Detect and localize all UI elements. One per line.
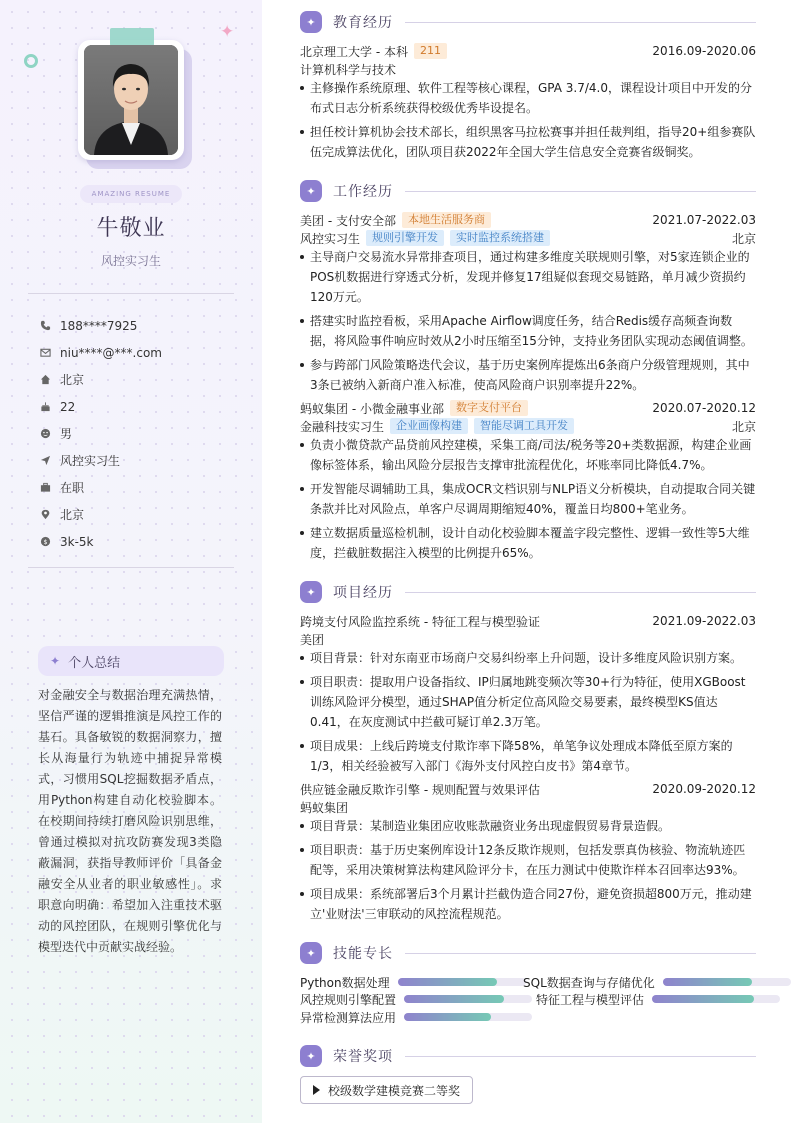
- list-item: 项目背景：某制造业集团应收账款融资业务出现虚假贸易背景造假。: [300, 816, 756, 836]
- job-city: 北京: [731, 419, 756, 434]
- education-date: 2016.09-2020.06: [652, 44, 756, 58]
- info-status: 在职: [40, 474, 240, 501]
- profile-photo: [78, 40, 186, 160]
- list-item: 主修操作系统原理、软件工程等核心课程，GPA 3.7/4.0，课程设计项目中开发的分布式日志分析系统获得校级优秀毕设提名。: [300, 78, 756, 118]
- company-tag: 数字支付平台: [450, 400, 528, 416]
- project-org: 美团: [300, 632, 325, 647]
- svg-text:$: $: [43, 537, 48, 546]
- job-header: [300, 399, 756, 417]
- divider: [28, 293, 234, 294]
- skill-item: Python数据处理: [300, 974, 526, 990]
- skill-item: 异常检测算法应用: [300, 1009, 532, 1025]
- skill-item: 特征工程与模型评估: [536, 991, 780, 1007]
- info-phone: 188****7925: [40, 312, 240, 339]
- candidate-title: 风控实习生: [100, 254, 161, 268]
- skill-bar: [404, 1013, 532, 1021]
- job-role: [300, 417, 756, 435]
- list-item: 主导商户交易流水异常排查项目，通过构建多维度关联规则引擎，对5家连锁企业的POS机数据进行穿透式分析，发现并修复17组疑似套现交易链路，单月减少资损约120万元。: [300, 247, 756, 307]
- info-city: 北京: [40, 366, 240, 393]
- avatar: [84, 45, 178, 155]
- info-email: niu****@***.com: [40, 339, 240, 366]
- project-header: [300, 612, 756, 630]
- summary-header: ✦ 个人总结: [38, 646, 224, 676]
- section-education: ✦ 教育经历: [300, 10, 756, 34]
- info-salary: $ 3k-5k: [40, 528, 240, 555]
- skill-bar: [404, 995, 532, 1003]
- project-date: 2021.09-2022.03: [652, 614, 756, 628]
- send-icon: [40, 455, 60, 466]
- tape-decoration: [110, 28, 154, 46]
- home-icon: [40, 374, 60, 385]
- info-age: 22: [40, 393, 240, 420]
- education-header: [300, 42, 756, 60]
- job-date: 2021.07-2022.03: [652, 213, 756, 227]
- education-bullets: [300, 78, 756, 166]
- info-gender: 男: [40, 420, 240, 447]
- job-header: [300, 211, 756, 229]
- sparkle-icon: ✦: [220, 22, 235, 42]
- list-item: 项目职责：基于历史案例库设计12条反欺诈规则，包括发票真伪核验、物流轨迹匹配等，采用决策树算法构建风险评分卡，在压力测试中使欺诈样本召回率达93%。: [300, 840, 756, 880]
- project-name: 供应链金融反欺诈引擎 - 规则配置与效果评估: [300, 782, 540, 797]
- sparkle-icon: ✦: [300, 581, 322, 603]
- location-icon: [40, 509, 60, 520]
- sparkle-icon: ✦: [300, 942, 322, 964]
- sparkle-icon: ✦: [50, 654, 61, 668]
- email-icon: [40, 347, 60, 358]
- major: 计算机科学与技术: [300, 62, 397, 77]
- list-item: 项目成果：上线后跨境支付欺诈率下降58%，单笔争议处理成本降低至原方案的1/3，相关经验被写入部门《海外支付风控白皮书》第4章节。: [300, 736, 756, 776]
- list-item: 担任校计算机协会技术部长，组织黑客马拉松赛事并担任裁判组，指导20+组参赛队伍完成算法优化，团队项目获2022年全国大学生信息安全竞赛省级铜奖。: [300, 122, 756, 162]
- list-item: 搭建实时监控看板，采用Apache Airflow调度任务，结合Redis缓存高频查询数据，将风险事件响应时效从2小时压缩至15分钟，支持业务团队实现动态阈值调整。: [300, 311, 756, 351]
- company-name: 美团 - 支付安全部: [300, 213, 396, 228]
- role-tag: 规则引擎开发: [366, 230, 444, 246]
- list-item: 项目背景：针对东南亚市场商户交易纠纷率上升问题，设计多维度风险识别方案。: [300, 648, 756, 668]
- skill-bar: [663, 978, 791, 986]
- cake-icon: [40, 401, 60, 412]
- project-date: 2020.09-2020.12: [652, 782, 756, 796]
- section-projects: ✦ 项目经历: [300, 580, 756, 604]
- list-item: 项目职责：提取用户设备指纹、IP归属地跳变频次等30+行为特征，使用XGBoost训练风险评分模型，通过SHAP值分析定位高风险交易要素，最终模型KS值达0.41，在灰度测试中拦截可疑订单2.3万笔。: [300, 672, 756, 732]
- list-item: 负责小微贷款产品贷前风控建模，采集工商/司法/税务等20+类数据源，构建企业画像标签体系，输出风险分层报告支撑审批流程优化，坏账率同比降低4.7%。: [300, 435, 756, 475]
- list-item: 参与跨部门风险策略迭代会议，基于历史案例库提炼出6条商户分级管理规则，其中3条已被纳入新商户准入标准，使高风险商户识别率提升22%。: [300, 355, 756, 395]
- school-name: 北京理工大学 - 本科: [300, 44, 408, 59]
- section-work: ✦ 工作经历: [300, 179, 756, 203]
- section-skills: ✦ 技能专长: [300, 941, 756, 965]
- skill-item: 风控规则引擎配置: [300, 991, 532, 1007]
- sparkle-icon: ✦: [300, 180, 322, 202]
- project-bullets: [300, 648, 756, 780]
- job-role: [300, 229, 756, 247]
- section-awards: ✦ 荣誉奖项: [300, 1044, 756, 1068]
- job-bullets: [300, 435, 756, 567]
- job-city: 北京: [731, 231, 756, 246]
- company-tag: 本地生活服务商: [402, 212, 491, 228]
- role-name: 金融科技实习生: [300, 419, 385, 434]
- skill-bar: [398, 978, 526, 986]
- skill-item: SQL数据查询与存储优化: [523, 974, 791, 990]
- project-bullets: [300, 816, 756, 928]
- job-date: 2020.07-2020.12: [652, 401, 756, 415]
- job-bullets: [300, 247, 756, 399]
- sidebar: [0, 0, 262, 1123]
- resume-badge: AMAZING RESUME: [80, 185, 182, 203]
- sparkle-icon: ✦: [300, 1045, 322, 1067]
- list-item: 开发智能尽调辅助工具，集成OCR文档识别与NLP语义分析模块，自动提取合同关键条款并比对风险点，单客户尽调周期缩短40%，覆盖日均800+笔业务。: [300, 479, 756, 519]
- ring-decoration: [24, 54, 38, 68]
- award-item: 校级数学建模竞赛二等奖: [300, 1076, 473, 1104]
- briefcase-icon: [40, 482, 60, 493]
- role-tag: 实时监控系统搭建: [450, 230, 550, 246]
- contact-info: [40, 312, 240, 555]
- summary-text: 对金融安全与数据治理充满热情，坚信严谨的逻辑推演是风控工作的基石。具备敏锐的数据洞察力，擅长从海量行为轨迹中捕捉异常模式，习惯用SQL挖掘数据矛盾点，用Python构建自动化校验脚本。在校期间持续打磨风险识别思维，曾通过模拟对抗攻防赛发现3类隐蔽漏洞，获指导教师评价「具备金融安全从业者的职业敏感性」。求职意向明确：希望加入注重技术驱动的风控团队，在规则引擎优化与模型迭代中贡献实战经验。: [38, 688, 222, 954]
- project-header: [300, 780, 756, 798]
- list-item: 项目成果：系统部署后3个月累计拦截伪造合同27份，避免资损超800万元，推动建立'业财法'三审联动的风控流程规范。: [300, 884, 756, 924]
- skill-bar: [652, 995, 780, 1003]
- project-name: 跨境支付风险监控系统 - 特征工程与模型验证: [300, 614, 540, 629]
- company-name: 蚂蚁集团 - 小微金融事业部: [300, 401, 444, 416]
- project-org: 蚂蚁集团: [300, 800, 349, 815]
- divider: [28, 567, 234, 568]
- info-location: 北京: [40, 501, 240, 528]
- gender-icon: [40, 428, 60, 439]
- list-item: 建立数据质量巡检机制，设计自动化校验脚本覆盖字段完整性、逻辑一致性等5大维度，拦截脏数据注入模型的比例提升65%。: [300, 523, 756, 563]
- candidate-name: 牛敬业: [96, 216, 166, 241]
- info-position: 风控实习生: [40, 447, 240, 474]
- role-tag: 智能尽调工具开发: [474, 418, 574, 434]
- phone-icon: [40, 320, 60, 331]
- sparkle-icon: ✦: [300, 11, 322, 33]
- salary-icon: [40, 536, 60, 547]
- school-tag: 211: [414, 43, 447, 59]
- role-tag: 企业画像构建: [390, 418, 468, 434]
- role-name: 风控实习生: [300, 231, 361, 246]
- play-icon: [313, 1085, 320, 1095]
